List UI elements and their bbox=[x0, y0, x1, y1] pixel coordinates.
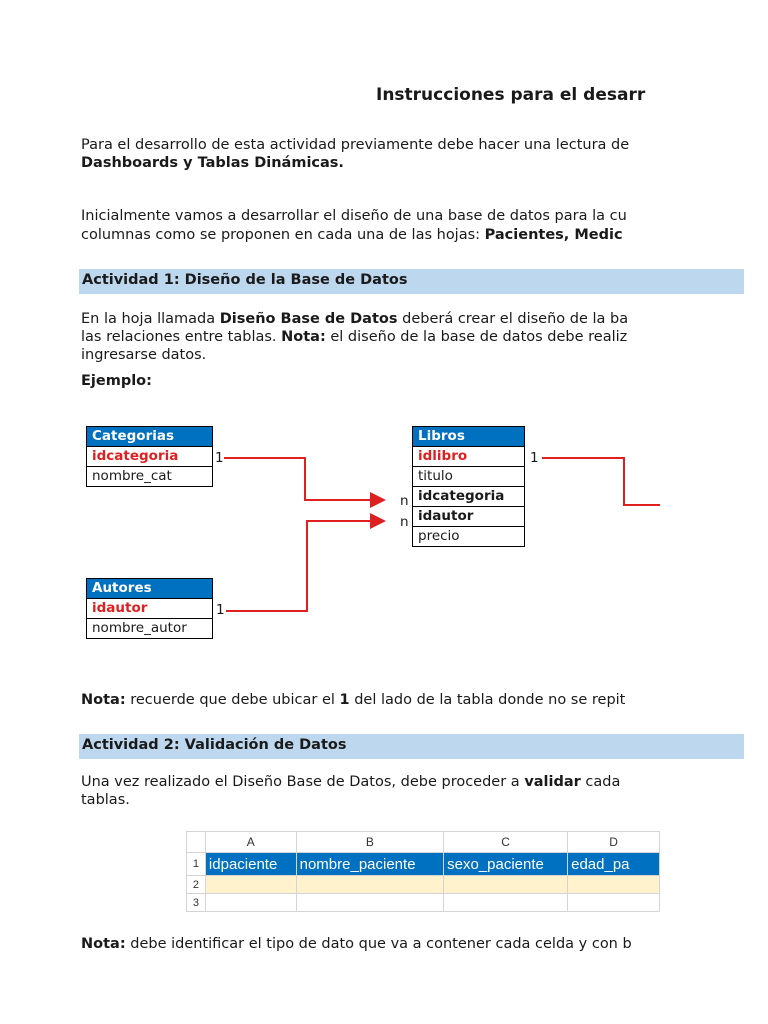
row-header: 1 bbox=[187, 853, 206, 876]
text-span: las relaciones entre tablas. bbox=[81, 329, 282, 345]
header-cell: idpaciente bbox=[205, 853, 296, 876]
text-span: Nota: bbox=[281, 329, 326, 345]
text-span: el diseño de la base de datos debe realiz bbox=[325, 329, 628, 345]
input-cell bbox=[296, 876, 444, 894]
input-cell bbox=[568, 876, 660, 894]
column-header: C bbox=[444, 832, 568, 853]
row-header: 2 bbox=[187, 876, 206, 894]
cardinality-many: n bbox=[400, 493, 409, 509]
text-span: Nota: bbox=[81, 692, 126, 708]
intro-paragraph-line: Inicialmente vamos a desarrollar el diseño de una base de datos para la cu bbox=[81, 208, 627, 224]
example-label: Ejemplo: bbox=[81, 373, 152, 389]
text-span: recuerde que debe ubicar el bbox=[125, 692, 340, 708]
relation-categorias-libros bbox=[224, 458, 384, 500]
primary-key-field: idautor bbox=[87, 599, 213, 619]
text-span: cada bbox=[580, 774, 621, 790]
table-header: Autores bbox=[87, 579, 213, 599]
select-all-corner bbox=[187, 832, 206, 853]
table-header: Categorias bbox=[87, 427, 213, 447]
text-span: 1 bbox=[339, 692, 350, 708]
note-line bbox=[81, 935, 632, 953]
field: nombre_autor bbox=[87, 619, 213, 639]
primary-key-field: idlibro bbox=[413, 447, 525, 467]
intro-paragraph-line: Para el desarrollo de esta actividad previamente debe hacer una lectura de bbox=[81, 137, 630, 153]
field: precio bbox=[413, 527, 525, 547]
text-span: En la hoja llamada bbox=[81, 311, 220, 327]
relation-autores-libros bbox=[226, 521, 384, 611]
column-header: D bbox=[568, 832, 660, 853]
empty-cell bbox=[205, 894, 296, 912]
act1-paragraph-line: ingresarse datos. bbox=[81, 347, 207, 363]
act2-paragraph-line: tablas. bbox=[81, 792, 130, 808]
column-header: A bbox=[205, 832, 296, 853]
table-header: Libros bbox=[413, 427, 525, 447]
input-cell bbox=[444, 876, 568, 894]
text-span: Nota: bbox=[81, 936, 126, 952]
field: titulo bbox=[413, 467, 525, 487]
intro-paragraph-line: Dashboards y Tablas Dinámicas. bbox=[81, 155, 344, 171]
text-span: Una vez realizado el Diseño Base de Datos, debe proceder a bbox=[81, 774, 525, 790]
text-span: deberá crear el diseño de la ba bbox=[397, 311, 629, 327]
empty-cell bbox=[568, 894, 660, 912]
note-line bbox=[81, 691, 625, 709]
header-cell: edad_pa bbox=[568, 853, 660, 876]
text-span: columnas como se proponen en cada una de las hojas: bbox=[81, 227, 485, 243]
empty-cell bbox=[444, 894, 568, 912]
header-cell: nombre_paciente bbox=[296, 853, 444, 876]
act2-paragraph-line bbox=[81, 773, 620, 791]
text-span: Diseño Base de Datos bbox=[219, 311, 398, 327]
spreadsheet-example bbox=[186, 831, 660, 912]
er-table-categorias bbox=[86, 426, 213, 487]
er-table-autores bbox=[86, 578, 213, 639]
column-header: B bbox=[296, 832, 444, 853]
text-span: del lado de la tabla donde no se repit bbox=[349, 692, 626, 708]
cardinality-one: 1 bbox=[530, 450, 539, 466]
primary-key-field: idcategoria bbox=[87, 447, 213, 467]
text-span: debe identificar el tipo de dato que va a contener cada celda y con b bbox=[125, 936, 632, 952]
er-table-libros bbox=[412, 426, 525, 547]
empty-cell bbox=[296, 894, 444, 912]
relation-libros-out bbox=[542, 458, 660, 505]
foreign-key-field: idcategoria bbox=[413, 487, 525, 507]
text-span: validar bbox=[524, 774, 581, 790]
header-cell: sexo_paciente bbox=[444, 853, 568, 876]
cardinality-one: 1 bbox=[215, 450, 224, 466]
text-span: Pacientes, Medic bbox=[484, 227, 623, 243]
cardinality-many: n bbox=[400, 514, 409, 530]
row-header: 3 bbox=[187, 894, 206, 912]
cardinality-one: 1 bbox=[216, 602, 225, 618]
page-title: Instrucciones para el desarr bbox=[376, 85, 646, 105]
input-cell bbox=[205, 876, 296, 894]
foreign-key-field: idautor bbox=[413, 507, 525, 527]
field: nombre_cat bbox=[87, 467, 213, 487]
section-heading: Actividad 2: Validación de Datos bbox=[82, 737, 347, 753]
section-heading: Actividad 1: Diseño de la Base de Datos bbox=[82, 272, 408, 288]
